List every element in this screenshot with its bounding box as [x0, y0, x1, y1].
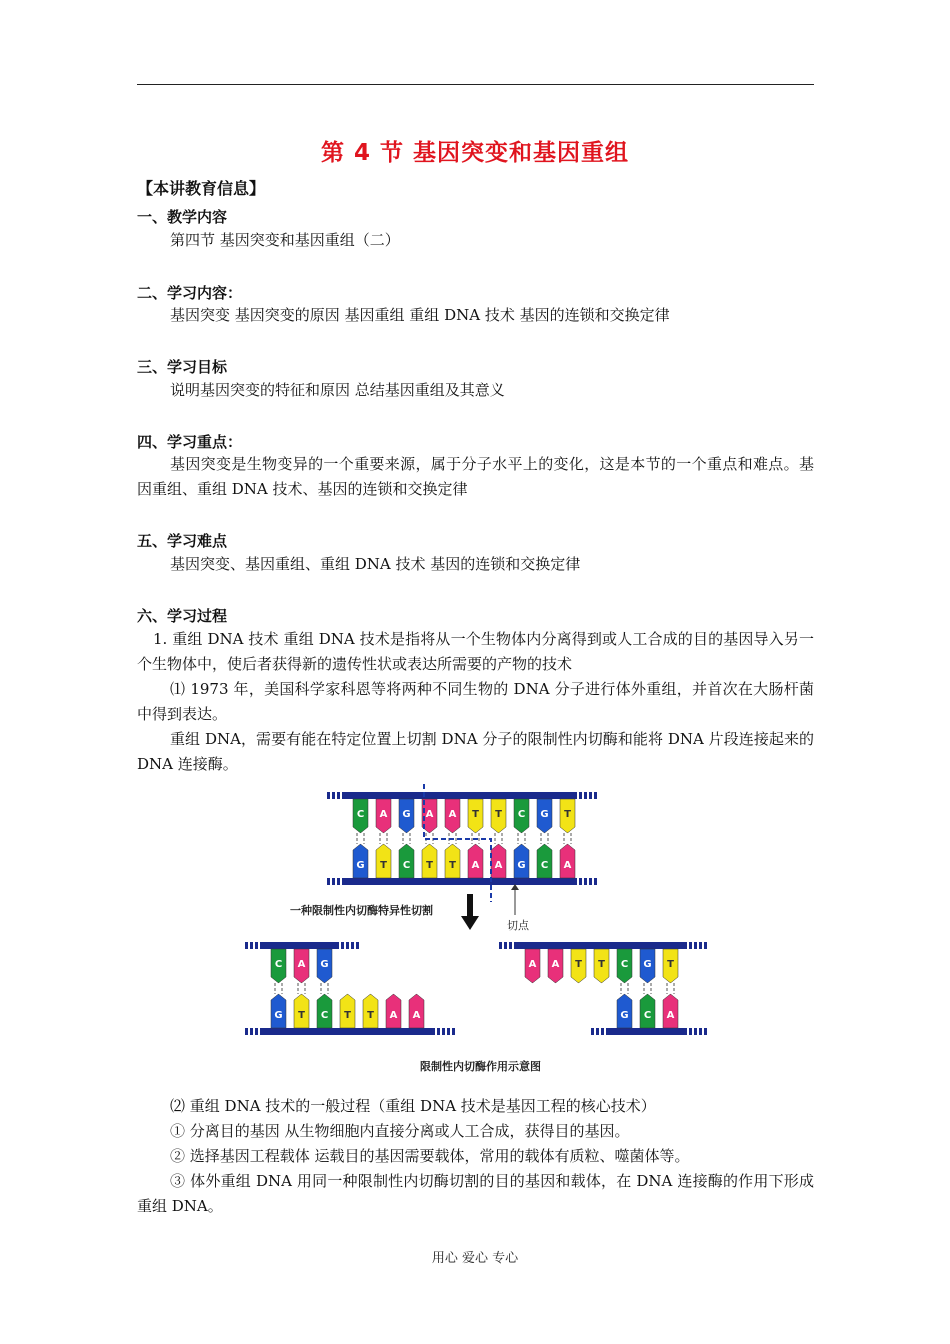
base-label: G: [517, 860, 526, 871]
backbone-dash: [499, 942, 502, 949]
base-label: A: [425, 809, 434, 820]
right-fragment: [499, 942, 707, 1035]
backbone-dash: [245, 1028, 248, 1035]
backbone-dash: [255, 942, 258, 949]
backbone-dash: [437, 1028, 440, 1035]
arrow-head: [461, 916, 479, 930]
section-body-3: 说明基因突变的特征和原因 总结基因重组及其意义: [170, 381, 505, 399]
base-label: T: [472, 809, 479, 820]
backbone-dash: [694, 942, 697, 949]
base-label: A: [379, 809, 388, 820]
backbone-dash: [332, 792, 335, 799]
backbone-dash: [255, 1028, 258, 1035]
backbone-dash: [337, 878, 340, 885]
backbone-dash: [351, 942, 354, 949]
base-label: A: [563, 860, 572, 871]
backbone-dash: [606, 1028, 609, 1035]
backbone-dash: [346, 942, 349, 949]
backbone-dash: [704, 942, 707, 949]
base-label: C: [402, 860, 411, 871]
backbone-dash: [327, 792, 330, 799]
section-heading-6: 六、学习过程: [137, 607, 228, 625]
process-paragraph-4: ⑵ 重组 DNA 技术的一般过程（重组 DNA 技术是基因工程的核心技术）: [170, 1097, 656, 1115]
base-label: T: [667, 959, 674, 970]
base-label: C: [517, 809, 526, 820]
backbone-dash: [699, 1028, 702, 1035]
base-label: C: [320, 1010, 329, 1021]
backbone-dash: [689, 942, 692, 949]
base-label: G: [356, 860, 365, 871]
base-label: G: [320, 959, 329, 970]
base-label: T: [380, 860, 387, 871]
backbone-dash: [341, 942, 344, 949]
backbone-dash: [447, 1028, 450, 1035]
backbone-dash: [589, 878, 592, 885]
backbone-dash: [337, 792, 340, 799]
base-label: G: [274, 1010, 283, 1021]
top-backbone: [345, 792, 577, 799]
backbone-dash: [514, 942, 517, 949]
section-heading-5: 五、学习难点: [137, 532, 228, 550]
left-fragment: [245, 942, 455, 1035]
page-title: 第 4 节 基因突变和基因重组: [320, 140, 630, 166]
backbone-dash: [356, 942, 359, 949]
backbone-dash: [589, 792, 592, 799]
bottom-backbone: [345, 878, 577, 885]
base-label: C: [643, 1010, 652, 1021]
section-heading-4: 四、学习重点：: [137, 433, 243, 451]
section-body-4: 基因突变是生物变异的一个重要来源，属于分子水平上的变化，这是本节的一个重点和难点。基因重组、重组 DNA 技术、基因的连锁和交换定律: [137, 455, 814, 498]
right-top-backbone: [517, 942, 687, 949]
backbone-dash: [594, 792, 597, 799]
right-bottom-backbone: [609, 1028, 687, 1035]
backbone-dash: [504, 942, 507, 949]
arrow-shaft: [467, 894, 473, 916]
base-label: A: [389, 1010, 398, 1021]
base-label: T: [426, 860, 433, 871]
restriction-enzyme-diagram: [245, 782, 715, 1080]
base-label: A: [448, 809, 457, 820]
base-label: G: [643, 959, 652, 970]
backbone-dash: [342, 878, 345, 885]
base-label: G: [540, 809, 549, 820]
section-heading-2: 二、学习内容：: [137, 284, 243, 302]
backbone-dash: [694, 1028, 697, 1035]
backbone-dash: [442, 1028, 445, 1035]
process-paragraph-1: 1. 重组 DNA 技术 重组 DNA 技术是指将从一个生物体内分离得到或人工合成的目的基因导入另一个生物体中，使后者获得新的遗传性状或表达所需要的产物的技术: [137, 630, 814, 673]
backbone-dash: [509, 942, 512, 949]
base-label: A: [551, 959, 560, 970]
backbone-dash: [594, 878, 597, 885]
arrow-label: 一种限制性内切酶特异性切割: [290, 904, 433, 917]
section-body-5: 基因突变、基因重组、重组 DNA 技术 基因的连锁和交换定律: [170, 555, 581, 573]
backbone-dash: [579, 792, 582, 799]
section-body-1: 第四节 基因突变和基因重组（二）: [170, 231, 400, 249]
base-label: A: [494, 860, 503, 871]
process-paragraph-5: ① 分离目的基因 从生物细胞内直接分离或人工合成，获得目的基因。: [170, 1122, 630, 1140]
base-label: C: [356, 809, 365, 820]
base-label: T: [575, 959, 582, 970]
backbone-dash: [591, 1028, 594, 1035]
backbone-dash: [584, 792, 587, 799]
backbone-dash: [260, 1028, 263, 1035]
backbone-dash: [601, 1028, 604, 1035]
base-label: G: [620, 1010, 629, 1021]
base-label: T: [298, 1010, 305, 1021]
base-label: C: [620, 959, 629, 970]
base-label: T: [367, 1010, 374, 1021]
backbone-dash: [584, 878, 587, 885]
base-label: T: [449, 860, 456, 871]
base-label: A: [528, 959, 537, 970]
diagram-caption: 限制性内切酶作用示意图: [420, 1060, 541, 1073]
base-label: A: [412, 1010, 421, 1021]
section-heading-1: 一、教学内容: [137, 208, 228, 226]
base-label: T: [344, 1010, 351, 1021]
base-label: C: [540, 860, 549, 871]
process-paragraph-6: ② 选择基因工程载体 运载目的基因需要载体，常用的载体有质粒、噬菌体等。: [170, 1147, 690, 1165]
backbone-dash: [704, 1028, 707, 1035]
backbone-dash: [245, 942, 248, 949]
base-label: T: [598, 959, 605, 970]
base-label: A: [471, 860, 480, 871]
backbone-dash: [699, 942, 702, 949]
base-label: C: [274, 959, 283, 970]
backbone-dash: [596, 1028, 599, 1035]
left-bottom-backbone: [263, 1028, 435, 1035]
backbone-dash: [579, 878, 582, 885]
base-label: G: [402, 809, 411, 820]
backbone-dash: [689, 1028, 692, 1035]
base-label: T: [495, 809, 502, 820]
left-top-backbone: [263, 942, 339, 949]
base-label: A: [297, 959, 306, 970]
backbone-dash: [332, 878, 335, 885]
cut-point-label: 切点: [507, 919, 529, 932]
process-paragraph-2: ⑴ 1973 年，美国科学家科恩等将两种不同生物的 DNA 分子进行体外重组，并首次在大肠杆菌中得到表达。: [137, 680, 814, 723]
info-heading: 【本讲教育信息】: [137, 179, 266, 198]
page-footer: 用心 爱心 专心: [431, 1251, 519, 1266]
section-heading-3: 三、学习目标: [137, 358, 228, 376]
backbone-dash: [452, 1028, 455, 1035]
process-paragraph-7: ③ 体外重组 DNA 用同一种限制性内切酶切割的目的基因和载体，在 DNA 连接酶的作用下形成重组 DNA。: [137, 1172, 814, 1215]
section-body-2: 基因突变 基因突变的原因 基因重组 重组 DNA 技术 基因的连锁和交换定律: [170, 306, 670, 324]
backbone-dash: [250, 942, 253, 949]
backbone-dash: [250, 1028, 253, 1035]
header-rule: [137, 84, 814, 85]
base-label: A: [666, 1010, 675, 1021]
backbone-dash: [327, 878, 330, 885]
backbone-dash: [342, 792, 345, 799]
base-label: T: [564, 809, 571, 820]
backbone-dash: [260, 942, 263, 949]
process-paragraph-3: 重组 DNA，需要有能在特定位置上切割 DNA 分子的限制性内切酶和能将 DNA 片段连接起来的 DNA 连接酶。: [137, 730, 814, 773]
